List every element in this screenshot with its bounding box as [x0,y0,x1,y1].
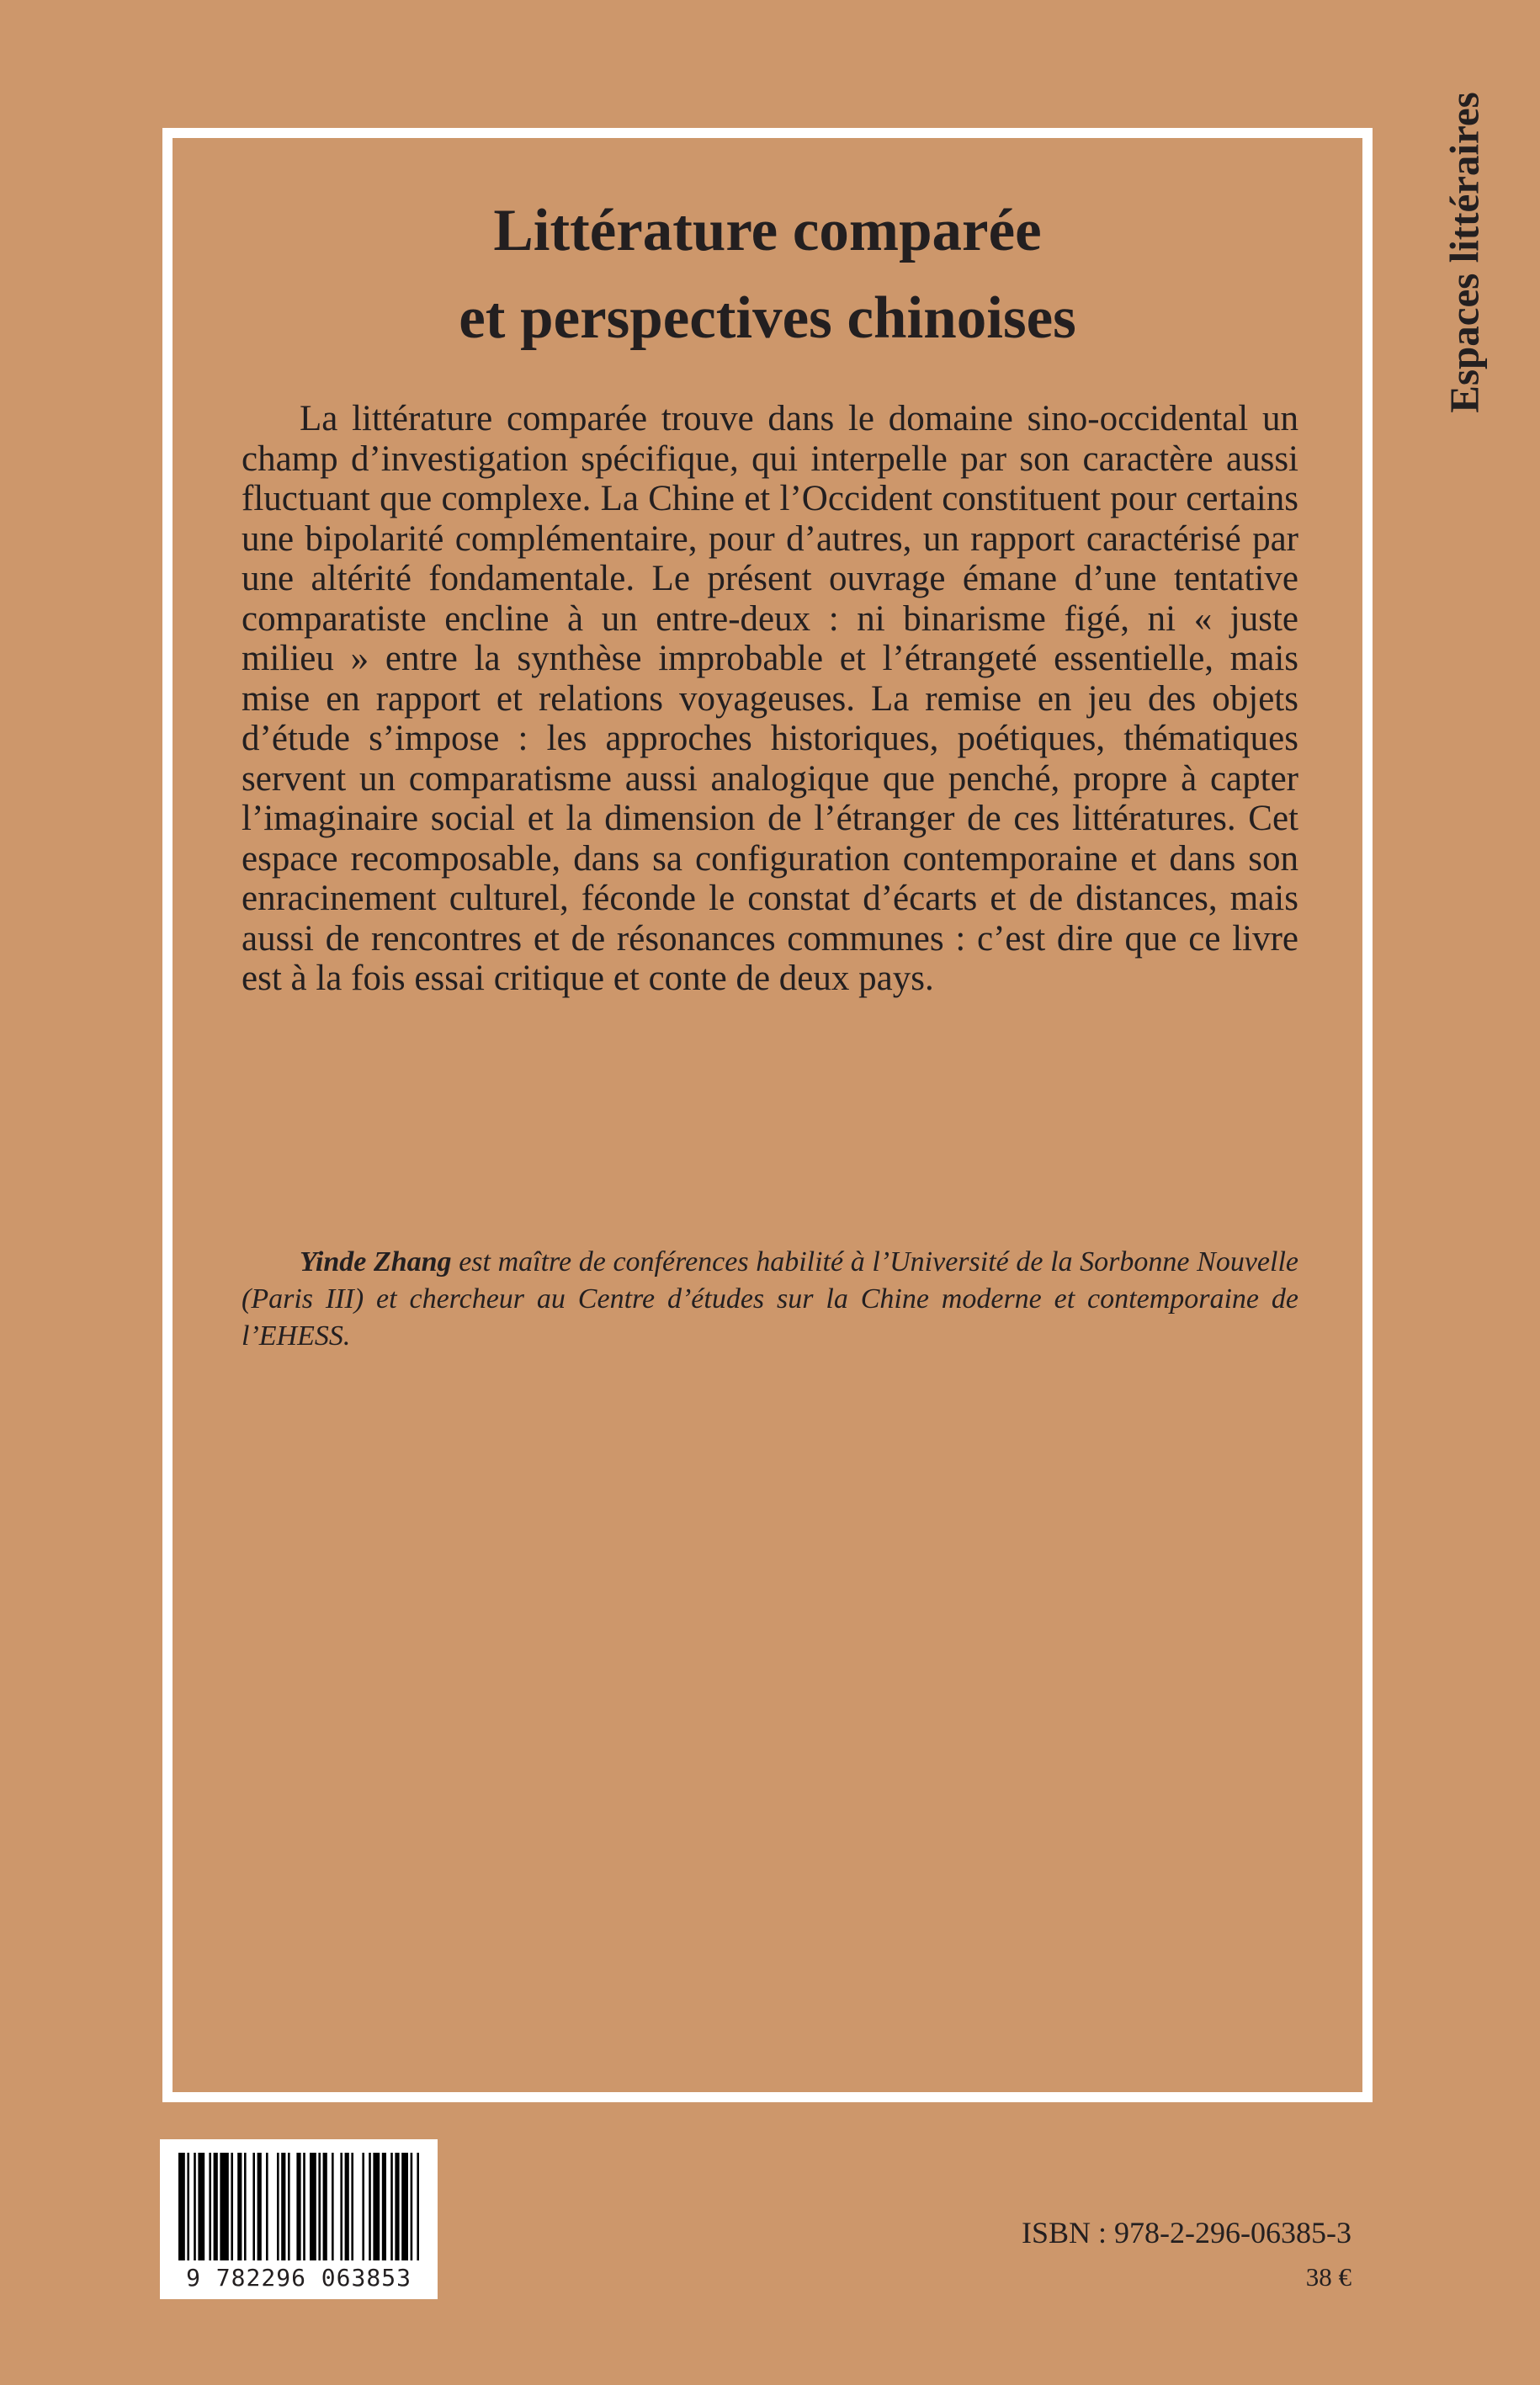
barcode-bar [266,2153,268,2260]
barcode-bar [351,2153,353,2260]
title-line-1: Littérature comparée [493,198,1042,263]
barcode-bar [296,2153,300,2260]
barcode-bar [237,2153,242,2260]
author-name: Yinde Zhang [300,1246,452,1277]
author-bio [242,1244,1298,1355]
barcode-bar [373,2153,380,2260]
barcode-bar [214,2153,218,2260]
barcode-bar [178,2153,185,2260]
barcode-bar [417,2153,419,2260]
barcode-bar [281,2153,285,2260]
barcode-bar [390,2153,393,2260]
barcode-bar [323,2153,327,2260]
barcode-bar [231,2153,233,2260]
barcode-bar [310,2153,316,2260]
barcode-bar [244,2153,247,2260]
barcode-bar [220,2153,228,2260]
barcode-bar [382,2153,386,2260]
book-title [162,187,1373,362]
price: 38 € [1305,2262,1351,2292]
barcode-bar [401,2153,408,2260]
barcode-bar [395,2153,399,2260]
series-name: Espaces littéraires [1441,92,1488,413]
barcode-bar [252,2153,255,2260]
barcode-bar [198,2153,204,2260]
book-description: La littérature comparée trouve dans le domaine sino-occidental un champ d’investigation spécifique, qui interpelle par son caractère aussi fluctuant que complexe. La Chine et l’Occident constituent pour certains une bipolarité complémentaire, pour d’autres, un rapport caractérisé par une altérité fondamentale. Le présent ouvrage émane d’une tentative comparatiste encline à un entre-deux : ni binarisme figé, ni « juste milieu » entre la synthèse improbable et l’étrangeté essentielle, mais mise en rapport et relations voyageuses. La remise en jeu des objets d’étude s’impose : les approches historiques, poétiques, thématiques servent un comparatisme aussi analogique que penché, propre à capter l’imaginaire social et la dimension de l’étranger de ces littératures. Cet espace recomposable, dans sa configuration contemporaine et dans son enracinement culturel, féconde le constat d’écarts et de distances, mais aussi de rencontres et de résonances communes : c’est dire que ce livre est à la fois essai critique et conte de deux pays. [242,399,1298,998]
barcode-bar [187,2153,189,2260]
title-line-2: et perspectives chinoises [459,285,1076,351]
barcode-bar [303,2153,305,2260]
barcode-bar [194,2153,196,2260]
barcode-bar [362,2153,364,2260]
barcode-bar [288,2153,290,2260]
barcode-bar [369,2153,371,2260]
barcode-bar [332,2153,334,2260]
barcode-bar [318,2153,321,2260]
barcode-bar [340,2153,343,2260]
barcode-bar [258,2153,262,2260]
barcode [160,2139,438,2299]
isbn: ISBN : 978-2-296-06385-3 [1022,2216,1351,2250]
barcode-bar [411,2153,413,2260]
spine-label-area [1431,67,1498,438]
barcode-bar [345,2153,349,2260]
barcode-digits: 9 782296 063853 [186,2264,412,2292]
barcode-bar [277,2153,279,2260]
author-bio-text: est maître de conférences habilité à l’Université de la Sorbonne Nouvelle (Paris III) et chercheur au Centre d’études sur la Chine moderne et contemporaine de l’EHESS. [242,1246,1298,1352]
barcode-bar [209,2153,211,2260]
